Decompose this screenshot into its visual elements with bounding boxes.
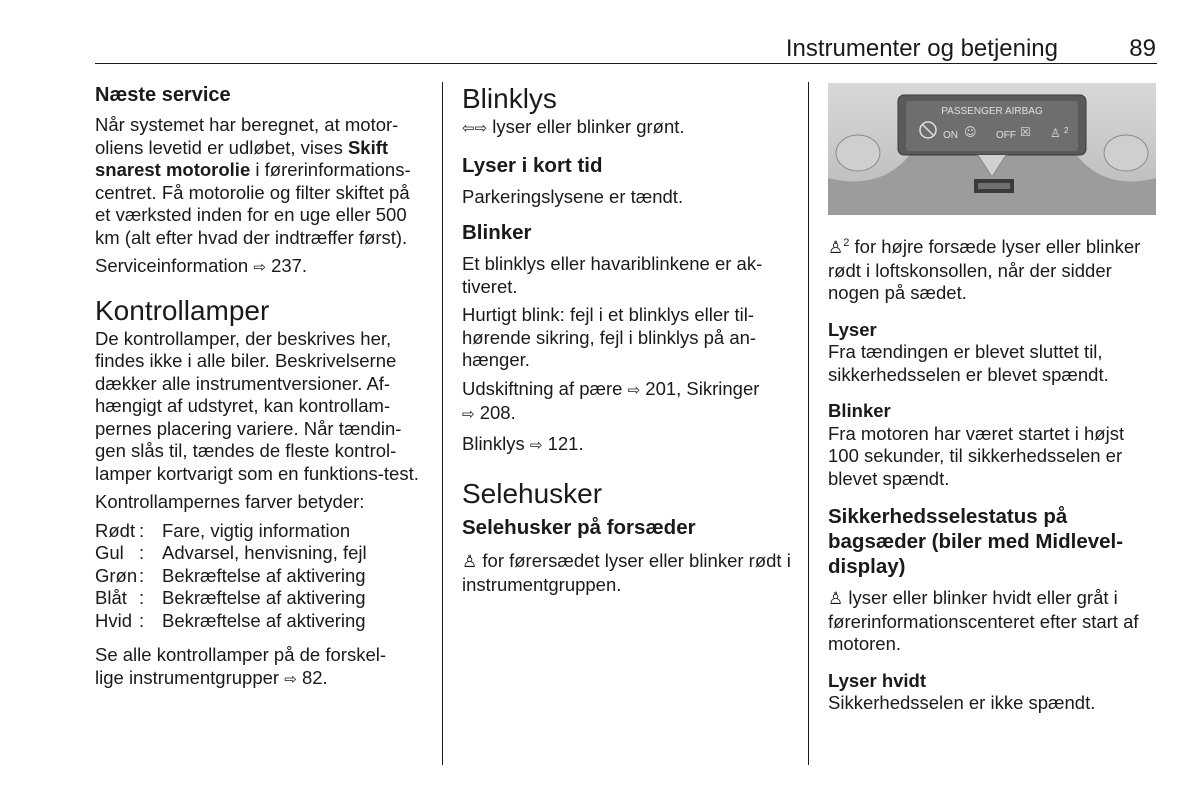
front-seat-reminder-heading: Selehusker på forsæder bbox=[462, 516, 696, 539]
short-time-text: Parkeringslysene er tændt. bbox=[462, 185, 684, 207]
warning-lights-text: De kontrollamper, der beskrives her, findes ikke i alle biler. Beskrivelserne dækker alle instrumentversioner. Af-hængigt af udstyret, kan kontrollam-pernes placering variere. Når tændin-gen slås til, tændes de fleste kontrol-lamper kortvarigt som en funktions-test. bbox=[95, 327, 419, 484]
column-3 bbox=[828, 232, 1158, 715]
column-1 bbox=[95, 82, 425, 691]
turn-signal-text: ⇦⇨ lyser eller blinker grønt. bbox=[462, 116, 685, 137]
colors-intro: Kontrollampernes farver betyder: bbox=[95, 491, 365, 512]
colors-table bbox=[95, 520, 367, 633]
airbag-off-label: OFF bbox=[996, 130, 1016, 141]
flashes-text: Fra motoren har været startet i højst 100 sekunder, til sikkerhedsselen er blevet spændt. bbox=[828, 422, 1125, 489]
bulb-replacement-ref: Udskiftning af pære ⇨ 201, Sikringer ⇨ 208. bbox=[462, 377, 760, 423]
lights-white-text: Sikkerhedsselen er ikke spændt. bbox=[828, 692, 1096, 714]
column-2 bbox=[462, 82, 792, 596]
roof-console-illustration bbox=[828, 83, 1156, 215]
table-row: Rødt : Fare, vigtig information bbox=[95, 519, 351, 541]
lights-white-heading: Lyser hvidt bbox=[828, 669, 927, 691]
warning-lights-heading: Kontrollamper bbox=[95, 294, 270, 326]
airbag-on-icon: ☺ bbox=[964, 125, 977, 139]
reference-arrow-icon: ⇨ bbox=[529, 436, 543, 454]
airbag-panel-label: PASSENGER AIRBAG bbox=[941, 106, 1043, 117]
table-row: Blåt : Bekræftelse af aktivering bbox=[95, 587, 366, 608]
reference-arrow-icon: ⇨ bbox=[627, 381, 641, 399]
short-time-heading: Lyser i kort tid bbox=[462, 153, 603, 177]
reference-arrow-icon: ⇨ bbox=[284, 670, 297, 688]
service-info-ref: Serviceinformation ⇨ 237. bbox=[95, 255, 308, 276]
seatbelt-icon: ♙ bbox=[828, 238, 844, 258]
table-row: Grøn : Bekræftelse af aktivering bbox=[95, 564, 366, 586]
table-row: Gul : Advarsel, henvisning, fejl bbox=[95, 542, 367, 563]
passenger-seatbelt-text: ♙$^2$ for højre forsæde lyser eller blinker rødt i loftskonsollen, når der sidder nogen på sædet. bbox=[828, 236, 1141, 304]
table-row: Hvid : Bekræftelse af aktivering bbox=[95, 609, 366, 631]
page-number: 89 bbox=[1129, 35, 1156, 62]
airbag-off-status-icon: ☒ bbox=[1020, 125, 1031, 139]
rear-seatbelt-status-text: ♙ lyser eller blinker hvidt eller gråt i førerinformationscenteret efter start af motoren. bbox=[828, 587, 1139, 655]
rear-seatbelt-status-heading: Sikkerhedsselestatus på bagsæder (biler med Midlevel-display) bbox=[828, 505, 1124, 579]
flashing-text-2: Hurtigt blink: fejl i et blinklys eller til-hørende sikring, fejl i blinklys på an-hænger. bbox=[462, 304, 757, 370]
column-divider-2 bbox=[808, 82, 809, 765]
lights-text: Fra tændingen er blevet sluttet til, sikkerhedsselen er blevet spændt. bbox=[828, 341, 1109, 385]
flashing-heading: Blinker bbox=[462, 221, 532, 244]
flashing-text-1: Et blinklys eller havariblinkene er ak-tiveret. bbox=[462, 253, 763, 297]
turn-signal-icon: ⇦⇨ bbox=[462, 120, 488, 137]
seatbelt-icon: ♙ bbox=[462, 552, 478, 571]
page-header-title: Instrumenter og betjening bbox=[785, 35, 1058, 62]
reference-arrow-icon: ⇨ bbox=[462, 406, 475, 423]
turn-signal-heading: Blinklys bbox=[462, 83, 557, 114]
reference-arrow-icon: ⇨ bbox=[253, 259, 266, 276]
airbag-console-image bbox=[828, 83, 1156, 215]
next-service-heading: Næste service bbox=[95, 84, 231, 106]
svg-text:2: 2 bbox=[1064, 126, 1069, 135]
next-service-text: Når systemet har beregnet, at motor- oliens levetid er udløbet, vises Skift snarest motorolie i førerinformations-centret. Få motorolie og filter skiftet på et værksted inden for en uge eller 500 km (alt efter hvad der indtræffer først). bbox=[95, 114, 411, 248]
front-seat-reminder-text: ♙ for førersædet lyser eller blinker rødt i instrumentgruppen. bbox=[462, 550, 791, 595]
lights-heading: Lyser bbox=[828, 318, 877, 340]
column-divider-1 bbox=[442, 82, 443, 765]
seatbelt-panel-icon: ♙ bbox=[1050, 126, 1061, 140]
header-divider bbox=[95, 63, 1157, 64]
airbag-on-label: ON bbox=[943, 130, 958, 141]
seatbelt-icon: ♙ bbox=[828, 589, 844, 609]
turn-signal-ref: Blinklys ⇨ 121. bbox=[462, 432, 584, 454]
seatbelt-reminder-heading: Selehusker bbox=[462, 478, 603, 509]
flashes-heading: Blinker bbox=[828, 400, 891, 422]
see-all-lights-ref: Se alle kontrollamper på de forskel- lige instrumentgrupper ⇨ 82. bbox=[95, 644, 387, 688]
